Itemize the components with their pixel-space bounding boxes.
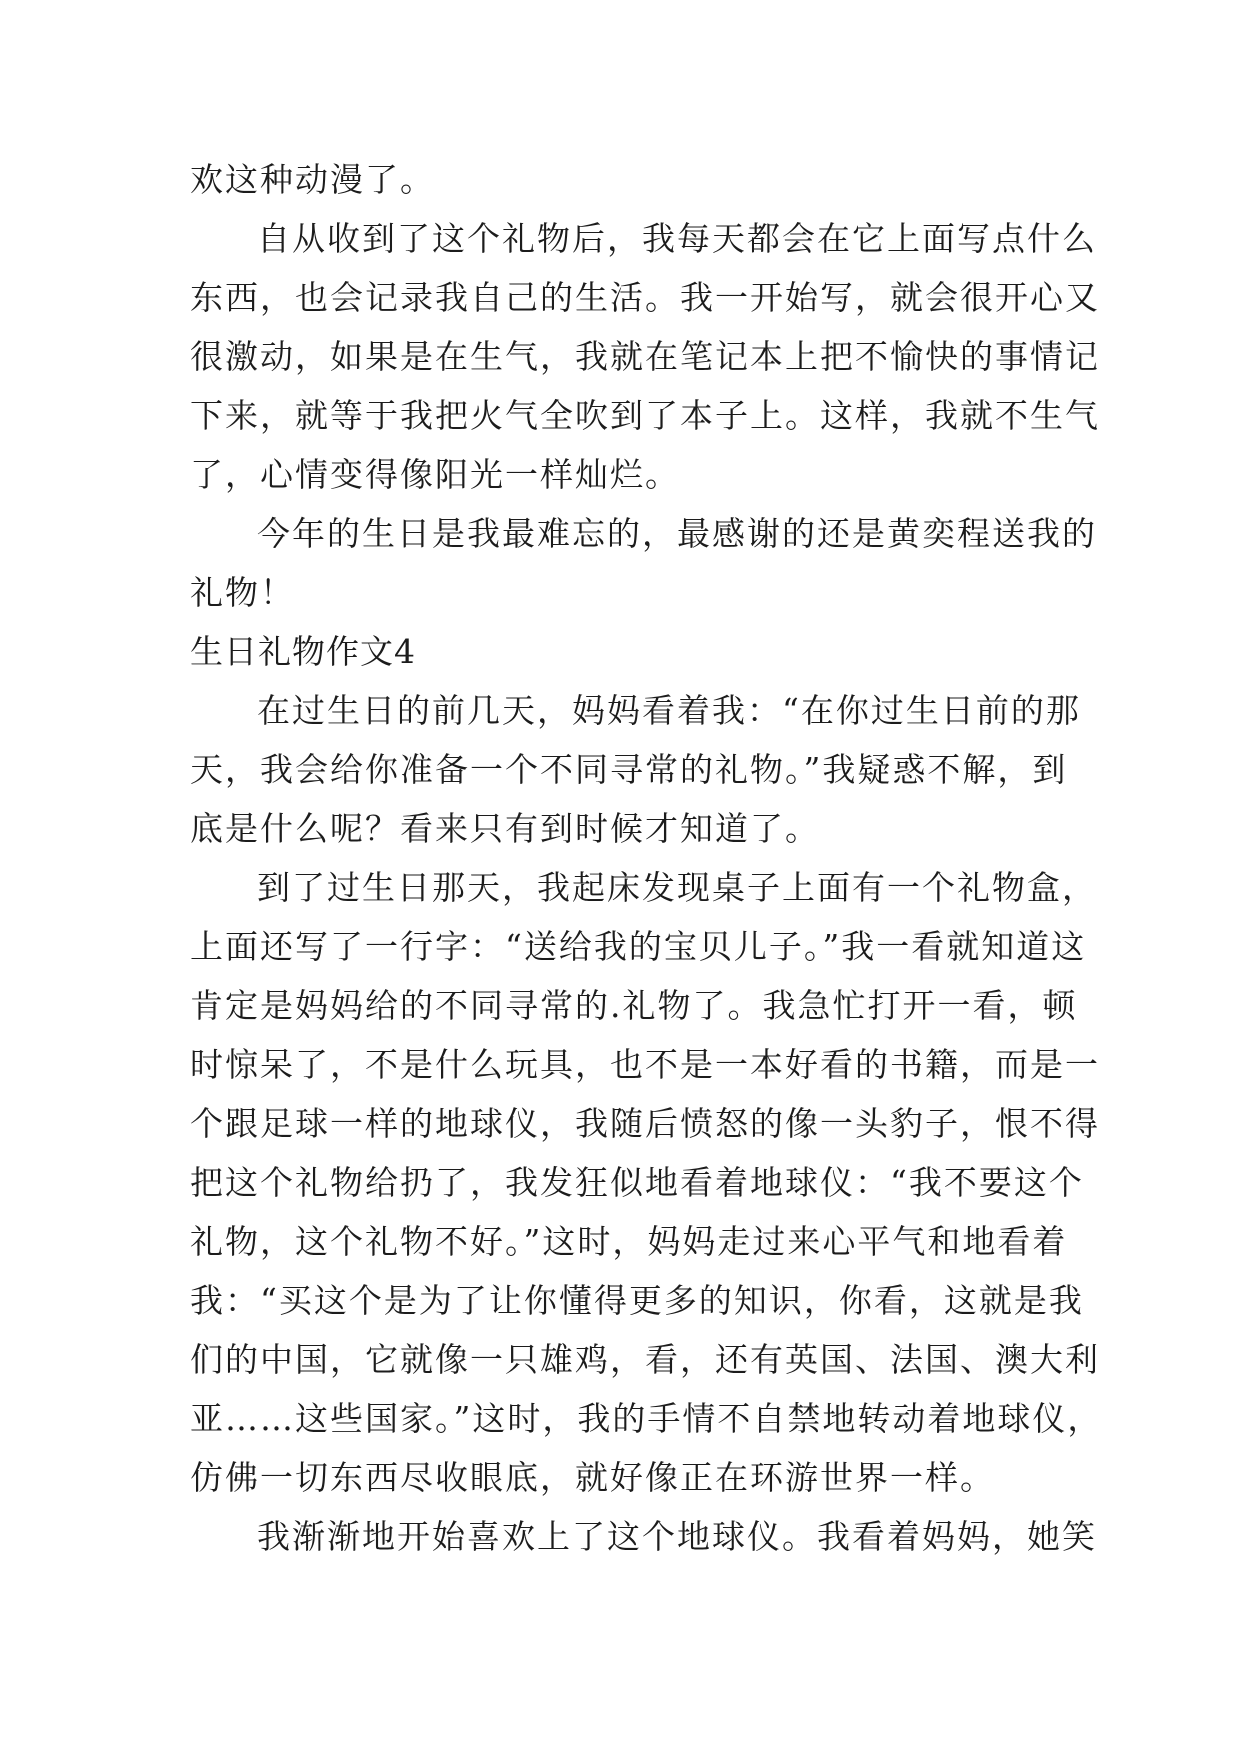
paragraph-start: 今年的生日是我最难忘的，最感谢的还是黄奕程送我的 — [257, 514, 1097, 553]
text-line: 我：“买这个是为了让你懂得更多的知识，你看，这就是我 — [190, 1281, 1084, 1320]
text-line: 很激动，如果是在生气，我就在笔记本上把不愉快的事情记 — [190, 337, 1100, 376]
text-line: 肯定是妈妈给的不同寻常的.礼物了。我急忙打开一看，顿 — [190, 986, 1078, 1025]
text-line: 亚……这些国家。”这时，我的手情不自禁地转动着地球仪， — [190, 1399, 1103, 1438]
text-line: 天，我会给你准备一个不同寻常的礼物。”我疑惑不解，到 — [190, 750, 1068, 789]
text-line: 们的中国，它就像一只雄鸡，看，还有英国、法国、澳大利 — [190, 1340, 1100, 1379]
text-line: 礼物！ — [190, 573, 295, 612]
text-line: 个跟足球一样的地球仪，我随后愤怒的像一头豹子，恨不得 — [190, 1104, 1100, 1143]
text-line: 欢这种动漫了。 — [190, 160, 435, 199]
paragraph-start: 我渐渐地开始喜欢上了这个地球仪。我看着妈妈，她笑 — [257, 1517, 1097, 1556]
paragraph-start: 到了过生日那天，我起床发现桌子上面有一个礼物盒， — [257, 868, 1097, 907]
text-line: 仿佛一切东西尽收眼底，就好像正在环游世界一样。 — [190, 1458, 995, 1497]
text-line: 时惊呆了，不是什么玩具，也不是一本好看的书籍，而是一 — [190, 1045, 1100, 1084]
text-line: 东西，也会记录我自己的生活。我一开始写，就会很开心又 — [190, 278, 1100, 317]
text-line: 下来，就等于我把火气全吹到了本子上。这样，我就不生气 — [190, 396, 1100, 435]
section-heading: 生日礼物作文4 — [190, 632, 416, 671]
text-line: 了，心情变得像阳光一样灿烂。 — [190, 455, 680, 494]
text-line: 底是什么呢？看来只有到时候才知道了。 — [190, 809, 820, 848]
text-line: 把这个礼物给扔了，我发狂似地看着地球仪：“我不要这个 — [190, 1163, 1084, 1202]
text-line: 上面还写了一行字：“送给我的宝贝儿子。”我一看就知道这 — [190, 927, 1087, 966]
paragraph-start: 在过生日的前几天，妈妈看着我：“在你过生日前的那 — [257, 691, 1081, 730]
text-line: 礼物，这个礼物不好。”这时，妈妈走过来心平气和地看着 — [190, 1222, 1068, 1261]
paragraph-start: 自从收到了这个礼物后，我每天都会在它上面写点什么 — [257, 219, 1097, 258]
